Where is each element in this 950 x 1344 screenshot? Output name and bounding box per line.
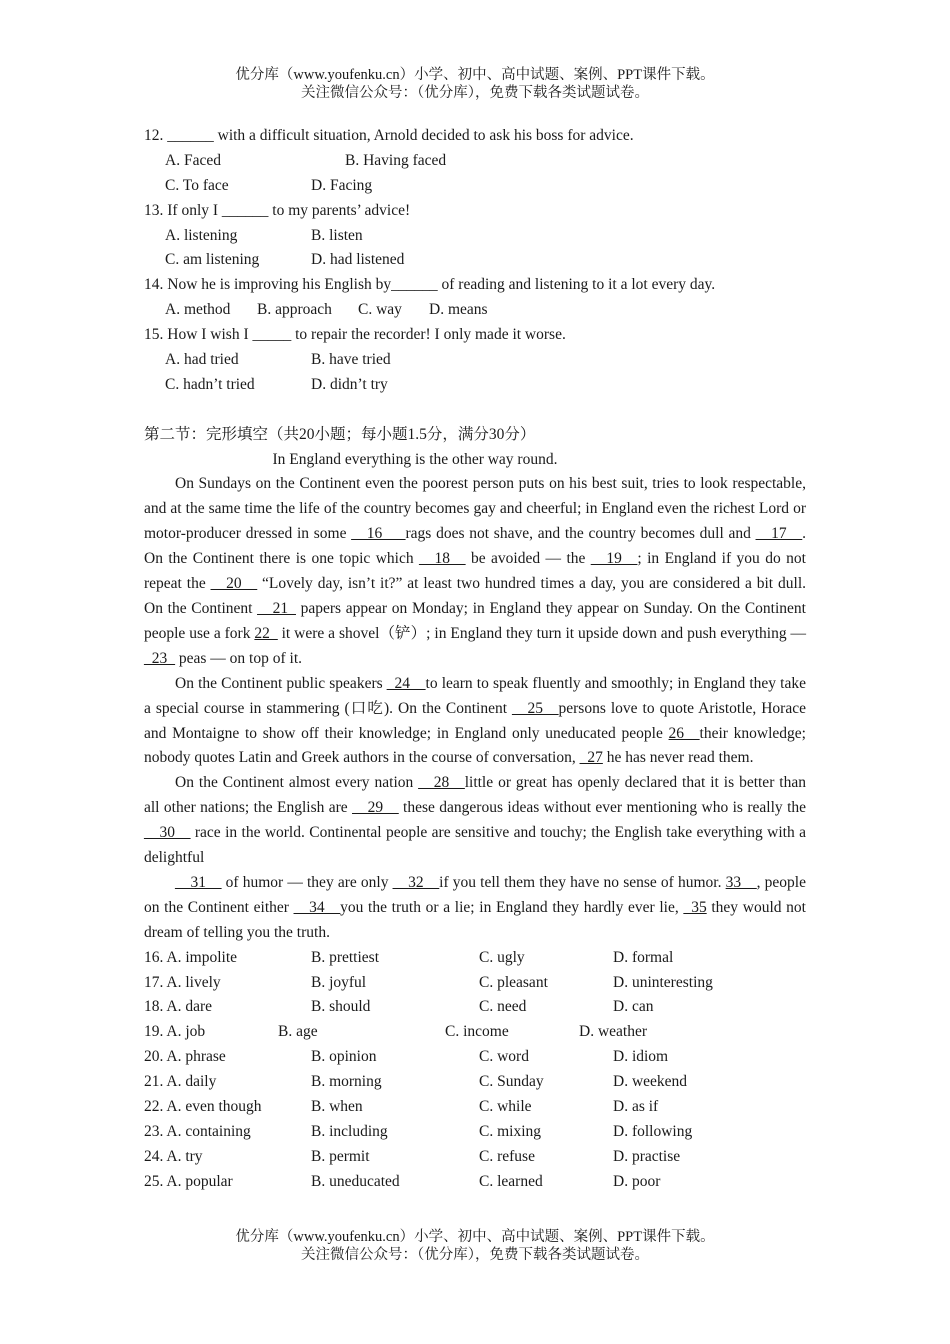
passage-text: papers appear on Monday; in England they appear on Sunday. On the Continent people use a fork bbox=[144, 600, 806, 642]
exam-content bbox=[144, 124, 806, 1195]
section-heading: 第二节：完形填空（共20小题；每小题1.5分，满分30分） bbox=[144, 425, 536, 443]
blank-27: _27 bbox=[579, 749, 603, 767]
option: B. including bbox=[311, 1122, 388, 1140]
option: B. permit bbox=[311, 1147, 370, 1165]
passage-text: “Lovely day, isn’t it?” at least two hundred times a day, you are considered a bit dull. On the Continent bbox=[144, 575, 807, 617]
question-12-stem: 12. ______ with a difficult situation, Arnold decided to ask his boss for advice. bbox=[144, 127, 634, 144]
answer-row-17 bbox=[144, 971, 806, 996]
question-15-options-row-2 bbox=[144, 373, 806, 398]
option: C. mixing bbox=[479, 1122, 542, 1140]
blank-24: _24__ bbox=[386, 674, 426, 692]
footer-line-1: 优分库（www.youfenku.cn）小学、初中、高中试题、案例、PPT课件下载。 bbox=[235, 1229, 715, 1245]
blank-31: __31__ bbox=[175, 873, 222, 891]
blank-22: 22_ bbox=[254, 624, 278, 642]
option: C. pleasant bbox=[479, 973, 548, 991]
passage-paragraph-1 bbox=[144, 472, 806, 671]
answer-row-18 bbox=[144, 995, 806, 1020]
blank-21: __21_ bbox=[257, 600, 296, 617]
option: B. when bbox=[311, 1098, 363, 1116]
option: D. means bbox=[429, 301, 488, 319]
option: C. way bbox=[358, 301, 402, 319]
option: D. idiom bbox=[613, 1048, 669, 1066]
option: C. learned bbox=[479, 1172, 543, 1190]
option: C. word bbox=[479, 1048, 529, 1066]
option: D. following bbox=[613, 1122, 693, 1140]
option: D. weekend bbox=[613, 1073, 688, 1091]
blank-18: __18__ bbox=[419, 550, 466, 568]
header-line-1: 优分库（www.youfenku.cn）小学、初中、高中试题、案例、PPT课件下载。 bbox=[235, 67, 715, 83]
passage-paragraph-2 bbox=[144, 672, 806, 772]
option: A. Faced bbox=[165, 151, 221, 169]
passage-paragraph-4 bbox=[144, 871, 806, 946]
answer-row-20 bbox=[144, 1045, 806, 1070]
option: B. have tried bbox=[311, 351, 391, 369]
blank-32: __32__ bbox=[392, 873, 440, 891]
passage-text: peas — on top of it. bbox=[175, 649, 302, 667]
option: D. Facing bbox=[311, 176, 373, 194]
option: C. income bbox=[445, 1023, 509, 1041]
option: B. morning bbox=[311, 1073, 382, 1091]
passage-text: you the truth or a lie; in England they hardly ever lie, bbox=[340, 898, 684, 916]
question-12-options-row-1 bbox=[144, 149, 806, 174]
option: A. method bbox=[165, 301, 231, 319]
option: B. listen bbox=[311, 226, 363, 244]
option: D. weather bbox=[579, 1023, 647, 1041]
option: 25. A. popular bbox=[144, 1172, 233, 1190]
passage-text: little or great has openly declared that it is better than all other nations; the English are bbox=[144, 774, 806, 817]
passage-text: their knowledge; nobody quotes Latin and Greek authors in the course of conversation, bbox=[144, 724, 806, 767]
page-footer bbox=[0, 1228, 950, 1264]
blank-34: __34__ bbox=[293, 898, 341, 916]
passage-text: these dangerous ideas without ever mentioning who is really the bbox=[398, 799, 806, 817]
option: B. opinion bbox=[311, 1048, 377, 1066]
passage-text: of humor — they are only bbox=[221, 873, 393, 891]
option: D. uninteresting bbox=[613, 973, 713, 991]
blank-23: _23_ bbox=[144, 649, 175, 667]
option: D. didn’t try bbox=[311, 375, 388, 393]
passage-text: persons love to quote Aristotle, Horace and Montaigne to show off their knowledge; in England only uneducated people bbox=[144, 699, 806, 742]
option: D. poor bbox=[613, 1172, 661, 1190]
passage-text: . On the Continent there is one topic which bbox=[144, 525, 807, 568]
question-13-stem: 13. If only I ______ to my parents’ advice! bbox=[144, 201, 411, 219]
passage-text: be avoided — the bbox=[465, 550, 591, 568]
header-line-2: 关注微信公众号：（优分库），免费下载各类试题试卷。 bbox=[301, 85, 649, 101]
passage-text: it were a shovel（铲）; in England they turn it upside down and push everything — bbox=[277, 624, 807, 642]
option: 19. A. job bbox=[144, 1023, 206, 1041]
option: B. approach bbox=[257, 301, 332, 319]
option: C. To face bbox=[165, 176, 229, 194]
passage-text: On Sundays on the Continent even the poorest person puts on his best suit, tries to look respectable, and at the same time the life of the country becomes gay and cheerful; in England even the richest Lord or motor-producer dressed in some bbox=[144, 475, 806, 543]
option: B. should bbox=[311, 998, 371, 1016]
passage-text: if you tell them they have no sense of humor. bbox=[439, 873, 726, 891]
page-header bbox=[0, 66, 950, 102]
option: C. Sunday bbox=[479, 1073, 544, 1091]
option: D. formal bbox=[613, 948, 674, 966]
option: C. need bbox=[479, 998, 527, 1016]
option: 21. A. daily bbox=[144, 1073, 217, 1091]
footer-line-2: 关注微信公众号：（优分库），免费下载各类试题试卷。 bbox=[301, 1247, 649, 1263]
question-12-options-row-2 bbox=[144, 174, 806, 199]
option: D. had listened bbox=[311, 251, 405, 269]
blank-16: __16___ bbox=[351, 525, 406, 543]
question-15-stem: 15. How I wish I _____ to repair the recorder! I only made it worse. bbox=[144, 326, 566, 344]
question-15-options-row-1 bbox=[144, 348, 806, 373]
blank-19: __19__ bbox=[590, 550, 638, 568]
blank-20: __20__ bbox=[210, 575, 258, 593]
option: B. uneducated bbox=[311, 1172, 400, 1190]
option: 18. A. dare bbox=[144, 998, 213, 1016]
answer-row-19 bbox=[144, 1020, 806, 1045]
passage-text: On the Continent public speakers bbox=[175, 674, 387, 692]
passage-text: they would not dream of telling you the truth. bbox=[144, 898, 806, 941]
blank-30: __30__ bbox=[144, 824, 191, 842]
answer-row-23 bbox=[144, 1120, 806, 1145]
blank-29: __29__ bbox=[352, 799, 399, 817]
option: C. ugly bbox=[479, 948, 525, 966]
blank-26: 26__ bbox=[668, 724, 700, 742]
option: A. had tried bbox=[165, 351, 239, 369]
answer-row-22 bbox=[144, 1095, 806, 1120]
option: C. am listening bbox=[165, 251, 260, 269]
option: D. can bbox=[613, 998, 654, 1016]
option: C. while bbox=[479, 1098, 532, 1116]
question-14-stem: 14. Now he is improving his English by______ of reading and listening to it a lot every day. bbox=[144, 276, 716, 294]
passage-text: he has never read them. bbox=[602, 749, 754, 767]
passage-text: to learn to speak fluently and smoothly; in England they take a special course in stammering (口吃). On the Continent bbox=[144, 674, 806, 717]
option: C. refuse bbox=[479, 1147, 535, 1165]
passage-paragraph-3 bbox=[144, 771, 806, 871]
blank-33: 33__ bbox=[725, 873, 757, 891]
answer-row-21 bbox=[144, 1070, 806, 1095]
option: B. Having faced bbox=[345, 151, 447, 169]
passage-text: ; in England if you do not repeat the bbox=[144, 550, 806, 593]
answer-options bbox=[144, 946, 806, 1195]
passage-text: rags does not shave, and the country becomes dull and bbox=[405, 525, 756, 543]
option: A. listening bbox=[165, 226, 238, 244]
blank-17: __17__ bbox=[755, 525, 803, 543]
passage-text: race in the world. Continental people are sensitive and touchy; the English take everything with a delightful bbox=[144, 824, 806, 867]
option: 22. A. even though bbox=[144, 1098, 262, 1116]
blank-35: _35 bbox=[683, 898, 707, 916]
passage-title: In England everything is the other way round. bbox=[272, 450, 558, 468]
answer-row-24 bbox=[144, 1145, 806, 1170]
option: 16. A. impolite bbox=[144, 948, 237, 966]
passage-text: On the Continent almost every nation bbox=[175, 774, 419, 792]
option: 20. A. phrase bbox=[144, 1048, 226, 1066]
question-14-options-row bbox=[144, 298, 806, 323]
option: D. practise bbox=[613, 1147, 681, 1165]
option: C. hadn’t tried bbox=[165, 375, 255, 393]
answer-row-16 bbox=[144, 946, 806, 971]
option: B. joyful bbox=[311, 973, 367, 991]
option: B. age bbox=[278, 1023, 318, 1041]
option: 17. A. lively bbox=[144, 973, 221, 991]
passage-text: , people on the Continent either bbox=[144, 873, 806, 916]
answer-row-25 bbox=[144, 1170, 806, 1195]
option: 24. A. try bbox=[144, 1147, 203, 1165]
question-13-options-row-1 bbox=[144, 224, 806, 249]
blank-25: __25__ bbox=[512, 699, 559, 717]
blank-28: __28__ bbox=[418, 774, 465, 792]
question-13-options-row-2 bbox=[144, 248, 806, 273]
option: D. as if bbox=[613, 1098, 659, 1116]
option: 23. A. containing bbox=[144, 1122, 251, 1140]
option: B. prettiest bbox=[311, 948, 380, 966]
